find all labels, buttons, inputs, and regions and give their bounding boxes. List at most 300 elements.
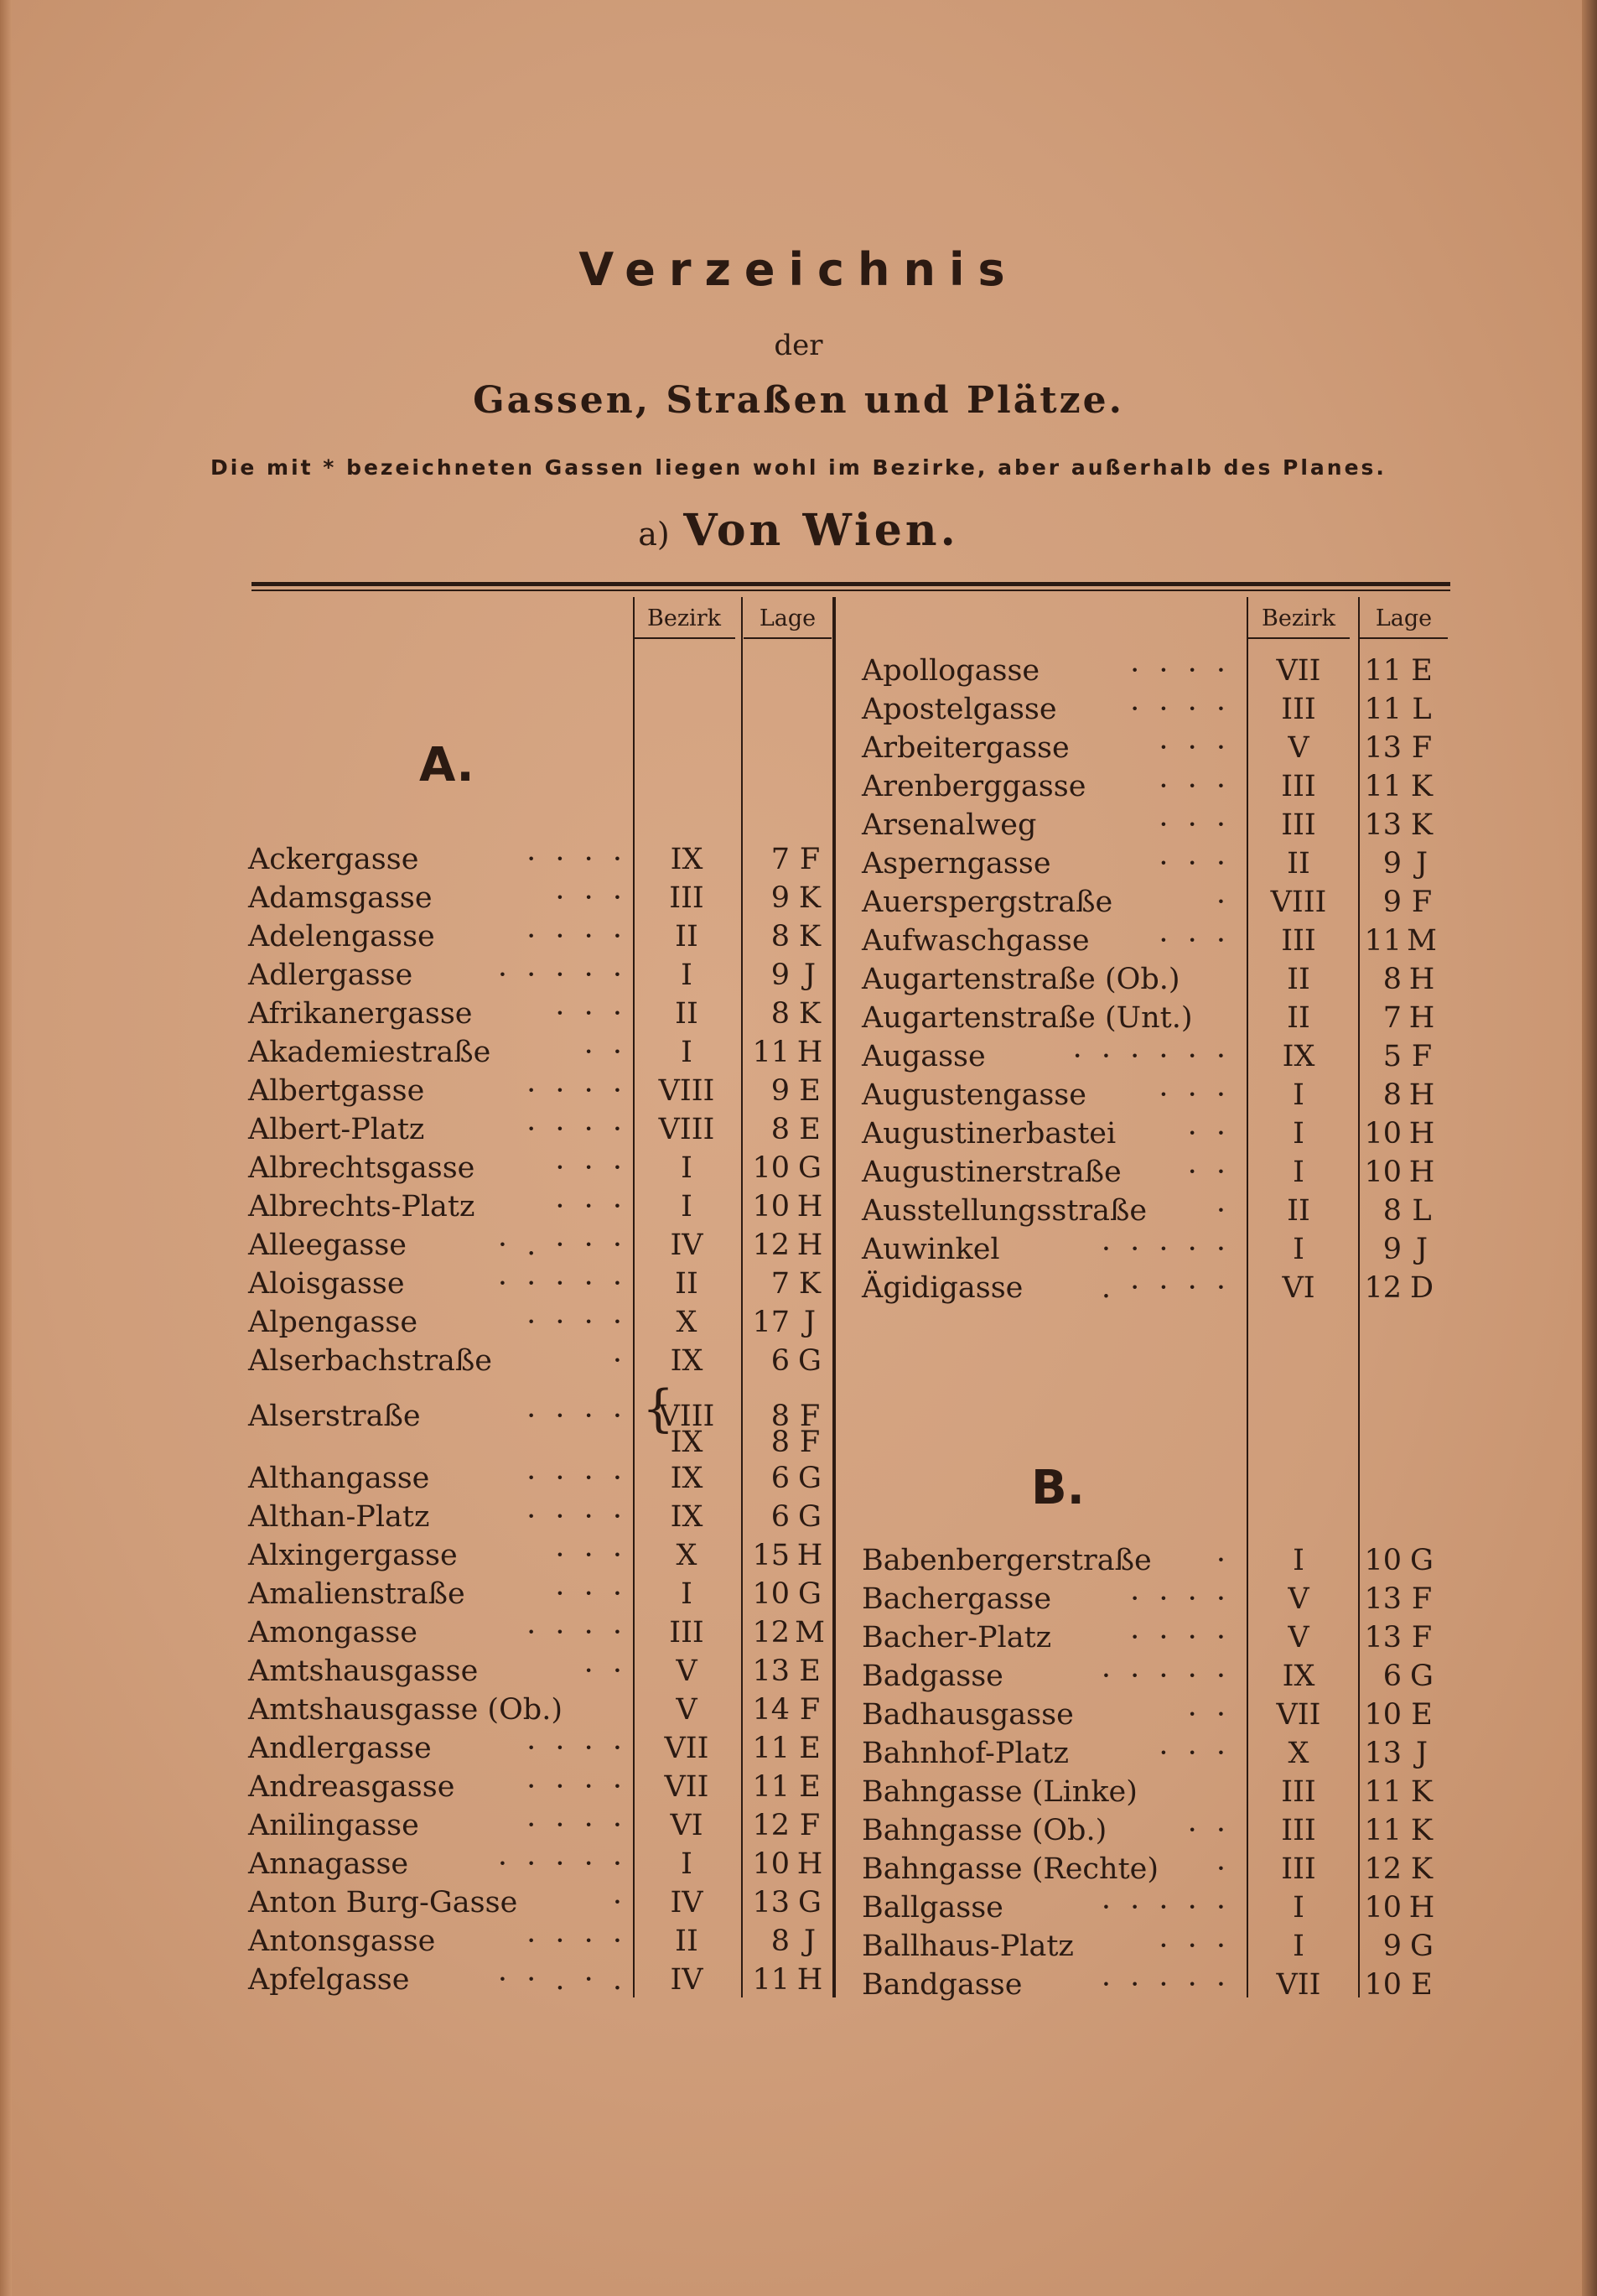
entry-row — [862, 1618, 1465, 1657]
leader-dots: · — [612, 1886, 627, 1919]
bezirk-value: II — [1287, 963, 1310, 996]
lage-number: 12 — [752, 1809, 790, 1842]
street-name: Althan-Platz — [248, 1500, 430, 1534]
lage-number: 10 — [752, 1577, 790, 1611]
leader-dots: · · · — [1159, 731, 1231, 765]
bezirk-value: IX — [670, 1500, 703, 1534]
lage-letter: G — [798, 1344, 822, 1378]
lage-number: 8 — [770, 1113, 790, 1146]
lage-letter: G — [1410, 1930, 1434, 1963]
entry-row — [248, 1922, 835, 1961]
section-title: Von Wien. — [683, 505, 959, 556]
lage-number: 7 — [1382, 1001, 1402, 1035]
street-name: Apfelgasse — [248, 1963, 410, 1997]
lage-letter: J — [1415, 1233, 1428, 1266]
street-name: Bahngasse (Rechte) — [862, 1852, 1159, 1886]
leader-dots: · · · · · · — [1072, 1040, 1231, 1073]
right-lage-underline — [1360, 637, 1448, 639]
street-name: Badgasse — [862, 1660, 1003, 1693]
lage-number: 17 — [752, 1306, 790, 1339]
lage-letter: H — [1408, 1117, 1435, 1151]
lage-letter: H — [1408, 1156, 1435, 1189]
lage-number: 11 — [1364, 770, 1402, 803]
bezirk-value: X — [1288, 1737, 1309, 1770]
leader-dots: · · · · — [526, 1809, 627, 1842]
entry-row — [248, 1575, 835, 1613]
entry-row — [248, 1149, 835, 1187]
entry-row — [862, 1888, 1465, 1927]
lage-letter: G — [1410, 1544, 1434, 1577]
bezirk-value: II — [1287, 847, 1310, 880]
page-title: Verzeichnis — [578, 243, 1019, 296]
street-name: Ägidigasse — [862, 1271, 1024, 1305]
entry-row — [862, 1153, 1465, 1192]
section-heading — [0, 505, 1597, 556]
entry-row — [248, 1459, 835, 1498]
street-name: Adamsgasse — [248, 881, 433, 915]
lage-number: 8 — [1382, 1194, 1402, 1228]
bezirk-value: III — [1281, 770, 1316, 803]
lage-letter: K — [1410, 1775, 1434, 1809]
street-name: Anton Burg-Gasse — [248, 1886, 518, 1919]
street-name: Bacher-Platz — [862, 1621, 1052, 1654]
bezirk-value: I — [1293, 1544, 1304, 1577]
street-name: Althangasse — [248, 1462, 430, 1495]
lage-letter: E — [799, 1654, 821, 1688]
lage-letter: E — [1411, 1968, 1433, 2002]
entry-row — [248, 1768, 835, 1806]
lage-letter: E — [799, 1113, 821, 1146]
leader-dots: · · · · — [526, 1400, 627, 1433]
lage-letter: F — [799, 843, 821, 876]
lage-number: 13 — [752, 1654, 790, 1688]
lage-number: 6 — [1382, 1660, 1402, 1693]
leader-dots: · · · · · — [497, 1267, 627, 1301]
entry-row — [862, 1114, 1465, 1153]
entry-row — [248, 1265, 835, 1303]
lage-number: 10 — [752, 1151, 790, 1185]
bezirk-value: V — [1288, 731, 1309, 765]
leader-dots: · · · — [555, 997, 627, 1031]
entry-row — [862, 652, 1465, 690]
lage-letter: K — [1410, 1814, 1434, 1847]
letter-b-heading: B. — [1031, 1461, 1085, 1515]
bezirk-value: IV — [670, 1963, 703, 1997]
lage-number: 11 — [752, 1732, 790, 1765]
street-name: Albrechtsgasse — [248, 1151, 475, 1185]
street-name: Anilingasse — [248, 1809, 419, 1842]
street-name: Babenbergerstraße — [862, 1544, 1152, 1577]
lage-letter: K — [798, 881, 822, 915]
leader-dots: · · — [1187, 1698, 1231, 1732]
street-name: Alserstraße — [248, 1400, 421, 1433]
lage-number: 12 — [752, 1616, 790, 1649]
street-name: Augartenstraße (Unt.) — [862, 1001, 1193, 1035]
lage-letter: H — [796, 1036, 823, 1069]
bezirk-value: VI — [670, 1809, 703, 1842]
lage-number: 12 — [752, 1229, 790, 1262]
street-name: Albrechts-Platz — [248, 1190, 475, 1223]
lage-number: 11 — [1364, 1775, 1402, 1809]
lage-number: 10 — [1364, 1156, 1402, 1189]
lage-number: 10 — [1364, 1968, 1402, 2002]
bezirk-value: IX — [670, 1344, 703, 1378]
lage-number: 14 — [752, 1693, 790, 1727]
entry-row — [248, 1961, 835, 1999]
street-name: Adelengasse — [248, 920, 435, 953]
lage-letter: G — [798, 1577, 822, 1611]
street-name: Apollogasse — [862, 654, 1040, 688]
entry-row — [862, 1076, 1465, 1114]
lage-number: 9 — [1382, 1930, 1402, 1963]
street-name: Asperngasse — [862, 847, 1051, 880]
entry-row — [248, 1303, 835, 1342]
leader-dots: · · — [1187, 1814, 1231, 1847]
bezirk-value: I — [681, 1151, 692, 1185]
lage-number: 7 — [770, 1267, 790, 1301]
lage-number: 9 — [1382, 886, 1402, 919]
bezirk-value: IX — [1282, 1040, 1315, 1073]
lage-letter: G — [798, 1886, 822, 1919]
lage-letter: E — [799, 1770, 821, 1804]
bezirk-value: V — [676, 1693, 697, 1727]
bezirk-value: I — [1293, 1233, 1304, 1266]
lage-letter: H — [1408, 1891, 1435, 1925]
entry-row — [248, 1806, 835, 1845]
leader-dots: · · . · . — [497, 1963, 627, 1997]
lage-letter: H — [796, 1847, 823, 1881]
entry-row — [248, 1072, 835, 1110]
street-name: Amtshausgasse — [248, 1654, 479, 1688]
lage-letter: J — [803, 958, 817, 992]
leader-dots: · · — [1187, 1117, 1231, 1151]
bezirk-value: III — [1281, 1775, 1316, 1809]
leader-dots: · · · · — [526, 920, 627, 953]
left-lage-header: Lage — [759, 605, 817, 631]
lage-letter: H — [796, 1539, 823, 1572]
entry-row — [248, 1187, 835, 1226]
entry-row — [248, 917, 835, 956]
header-rule-thick — [251, 582, 1450, 586]
entry-row — [862, 1966, 1465, 2004]
entry-row — [248, 840, 835, 879]
street-name: Antonsgasse — [248, 1925, 436, 1958]
lage-number: 8 — [1382, 963, 1402, 996]
lage-letter: H — [796, 1190, 823, 1223]
entry-row — [248, 1110, 835, 1149]
leader-dots: · · — [1187, 1156, 1231, 1189]
street-name: Ausstellungsstraße — [862, 1194, 1148, 1228]
lage-number: 11 — [752, 1036, 790, 1069]
lage-letter: M — [1407, 924, 1437, 958]
leader-dots: · · · · — [526, 1500, 627, 1534]
bezirk-value: IX — [670, 1462, 703, 1495]
bezirk-value: VIII — [658, 1400, 715, 1433]
right-bezirk-underline — [1247, 637, 1350, 639]
entry-row — [862, 1696, 1465, 1734]
leader-dots: · · · · — [1130, 1582, 1231, 1616]
street-name: Amalienstraße — [248, 1577, 465, 1611]
lage-letter: F — [799, 1426, 821, 1459]
street-name: Alserbachstraße — [248, 1344, 493, 1378]
leader-dots: · · · · · — [497, 958, 627, 992]
title-connector: der — [774, 329, 823, 362]
street-name: Amtshausgasse (Ob.) — [248, 1693, 563, 1727]
entry-row — [248, 1652, 835, 1691]
header-note: Die mit * bezeichneten Gassen liegen wohl im Bezirke, aber außerhalb des Planes. — [210, 455, 1387, 480]
entry-row — [862, 844, 1465, 883]
lage-letter: G — [798, 1462, 822, 1495]
lage-number: 12 — [1364, 1852, 1402, 1886]
entry-row — [862, 922, 1465, 960]
lage-number: 9 — [1382, 1233, 1402, 1266]
street-name: Augustengasse — [862, 1078, 1086, 1112]
left-bezirk-underline — [633, 637, 735, 639]
street-name: Alpengasse — [248, 1306, 418, 1339]
leader-dots: · — [1216, 1194, 1231, 1228]
leader-dots: · · · · — [1130, 654, 1231, 688]
left-bezirk-header: Bezirk — [647, 605, 721, 631]
street-name: Aloisgasse — [248, 1267, 405, 1301]
street-name: Aufwaschgasse — [862, 924, 1090, 958]
street-name: Amongasse — [248, 1616, 417, 1649]
leader-dots: · · · · — [526, 1925, 627, 1958]
bezirk-value: III — [1281, 1814, 1316, 1847]
entry-row — [862, 1269, 1465, 1307]
leader-dots: · · · — [1159, 1737, 1231, 1770]
lage-number: 9 — [770, 1074, 790, 1108]
leader-dots: · — [1216, 1544, 1231, 1577]
lage-number: 12 — [1364, 1271, 1402, 1305]
entry-row — [862, 690, 1465, 729]
lage-number: 9 — [770, 958, 790, 992]
lage-number: 6 — [770, 1500, 790, 1534]
entry-row — [248, 1423, 835, 1462]
right-bezirk-header: Bezirk — [1262, 605, 1335, 631]
street-name: Augustinerbastei — [862, 1117, 1117, 1151]
lage-number: 10 — [1364, 1544, 1402, 1577]
entry-row — [862, 1657, 1465, 1696]
letter-a-heading: A. — [419, 738, 474, 792]
entry-row — [862, 1927, 1465, 1966]
street-name: Annagasse — [248, 1847, 409, 1881]
entry-row — [248, 1536, 835, 1575]
entry-row — [862, 1773, 1465, 1811]
street-name: Auwinkel — [862, 1233, 1000, 1266]
lage-letter: L — [1412, 693, 1432, 726]
bezirk-value: II — [1287, 1001, 1310, 1035]
bezirk-value: VII — [664, 1770, 709, 1804]
lage-number: 11 — [1364, 693, 1402, 726]
street-name: Arbeitergasse — [862, 731, 1070, 765]
lage-number: 13 — [752, 1886, 790, 1919]
street-name: Auerspergstraße — [862, 886, 1113, 919]
lage-letter: J — [1415, 1737, 1428, 1770]
lage-letter: F — [1411, 1621, 1433, 1654]
lage-letter: E — [799, 1732, 821, 1765]
lage-number: 9 — [1382, 847, 1402, 880]
entry-row — [862, 960, 1465, 999]
lage-letter: H — [1408, 1001, 1435, 1035]
street-name: Bachergasse — [862, 1582, 1052, 1616]
street-name: Arsenalweg — [862, 808, 1037, 842]
lage-letter: G — [798, 1151, 822, 1185]
lage-number: 13 — [1364, 1737, 1402, 1770]
street-name: Adlergasse — [248, 958, 413, 992]
lage-number: 13 — [1364, 731, 1402, 765]
lage-letter: F — [799, 1400, 821, 1433]
leader-dots: · · · · — [526, 1616, 627, 1649]
street-name: Albertgasse — [248, 1074, 425, 1108]
bezirk-value: I — [1293, 1156, 1304, 1189]
entry-row — [248, 956, 835, 995]
leader-dots: · · — [583, 1036, 627, 1069]
lage-letter: J — [1415, 847, 1428, 880]
lage-letter: J — [803, 1925, 817, 1958]
bezirk-value: IV — [670, 1229, 703, 1262]
entry-row — [248, 1613, 835, 1652]
lage-number: 8 — [770, 1400, 790, 1433]
entry-row — [248, 1498, 835, 1536]
entry-row — [862, 1037, 1465, 1076]
entry-row — [248, 1691, 835, 1729]
street-name: Afrikanergasse — [248, 997, 473, 1031]
page-subtitle: Gassen, Straßen und Plätze. — [473, 379, 1124, 422]
bezirk-value: III — [1281, 693, 1316, 726]
entry-row — [862, 883, 1465, 922]
lage-letter: D — [1409, 1271, 1434, 1305]
bezirk-value: VIII — [1270, 886, 1327, 919]
lage-number: 13 — [1364, 808, 1402, 842]
entry-row — [862, 1192, 1465, 1230]
lage-number: 8 — [770, 920, 790, 953]
lage-letter: G — [1410, 1660, 1434, 1693]
alserstrasse-brace: { — [642, 1379, 675, 1438]
lage-number: 6 — [770, 1344, 790, 1378]
lage-letter: F — [1411, 731, 1433, 765]
street-name: Augartenstraße (Ob.) — [862, 963, 1180, 996]
street-name: Alxingergasse — [248, 1539, 458, 1572]
entry-row — [862, 1580, 1465, 1618]
section-prefix: a) — [638, 516, 670, 553]
bezirk-value: IX — [1282, 1660, 1315, 1693]
lage-letter: F — [799, 1809, 821, 1842]
lage-number: 13 — [1364, 1621, 1402, 1654]
bezirk-value: IX — [670, 843, 703, 876]
leader-dots: · — [1216, 886, 1231, 919]
leader-dots: · · · — [555, 881, 627, 915]
leader-dots: · · · · · — [1101, 1968, 1231, 2002]
lage-letter: K — [798, 1267, 822, 1301]
entry-row — [862, 806, 1465, 844]
lage-number: 8 — [1382, 1078, 1402, 1112]
bezirk-value: V — [1288, 1621, 1309, 1654]
leader-dots: · · · — [555, 1539, 627, 1572]
street-name: Bahngasse (Ob.) — [862, 1814, 1107, 1847]
entry-row — [862, 999, 1465, 1037]
bezirk-value: X — [676, 1539, 697, 1572]
bezirk-value: VII — [1276, 654, 1321, 688]
bezirk-value: III — [1281, 808, 1316, 842]
bezirk-value: VII — [664, 1732, 709, 1765]
street-name: Alleegasse — [248, 1229, 407, 1262]
leader-dots: · · · — [1159, 808, 1231, 842]
entry-row — [248, 1845, 835, 1883]
leader-dots: · · · · · — [1101, 1891, 1231, 1925]
lage-letter: K — [1410, 770, 1434, 803]
lage-letter: H — [796, 1963, 823, 1997]
lage-letter: F — [1411, 886, 1433, 919]
entry-row — [248, 995, 835, 1033]
street-name: Bahngasse (Linke) — [862, 1775, 1138, 1809]
lage-letter: L — [1412, 1194, 1432, 1228]
bezirk-value: V — [1288, 1582, 1309, 1616]
entry-row — [248, 1033, 835, 1072]
leader-dots: · — [612, 1344, 627, 1378]
leader-dots: · · · · · — [1101, 1660, 1231, 1693]
lage-letter: K — [798, 920, 822, 953]
street-name: Ballgasse — [862, 1891, 1003, 1925]
lage-letter: F — [799, 1693, 821, 1727]
header-rule-thin — [251, 590, 1450, 591]
lage-letter: K — [798, 997, 822, 1031]
bezirk-value: II — [675, 920, 698, 953]
bezirk-value: I — [681, 1577, 692, 1611]
entry-row — [862, 1541, 1465, 1580]
street-name: Albert-Platz — [248, 1113, 425, 1146]
leader-dots: · · · — [1159, 924, 1231, 958]
leader-dots: · · · · — [526, 1732, 627, 1765]
bezirk-value: IV — [670, 1886, 703, 1919]
lage-number: 6 — [770, 1462, 790, 1495]
lage-letter: E — [1411, 654, 1433, 688]
lage-number: 10 — [752, 1847, 790, 1881]
bezirk-value: VII — [1276, 1968, 1321, 2002]
lage-number: 8 — [770, 1426, 790, 1459]
street-name: Augasse — [862, 1040, 986, 1073]
left-lage-underline — [744, 637, 832, 639]
leader-dots: · · · — [555, 1190, 627, 1223]
bezirk-value: III — [1281, 1852, 1316, 1886]
lage-letter: F — [1411, 1582, 1433, 1616]
bezirk-value: I — [1293, 1891, 1304, 1925]
lage-number: 10 — [1364, 1698, 1402, 1732]
leader-dots: · · — [583, 1654, 627, 1688]
street-name: Ackergasse — [248, 843, 419, 876]
street-name: Bandgasse — [862, 1968, 1023, 2002]
entry-row — [248, 879, 835, 917]
lage-letter: H — [796, 1229, 823, 1262]
entry-row — [862, 1230, 1465, 1269]
bezirk-value: I — [681, 1036, 692, 1069]
leader-dots: · · · — [1159, 1930, 1231, 1963]
street-name: Akademiestraße — [248, 1036, 491, 1069]
street-name: Bahnhof-Platz — [862, 1737, 1069, 1770]
right-lage-header: Lage — [1375, 605, 1433, 631]
bezirk-value: VIII — [658, 1113, 715, 1146]
leader-dots: . · · · · — [1101, 1271, 1231, 1305]
leader-dots: · · · · — [1130, 693, 1231, 726]
lage-number: 9 — [770, 881, 790, 915]
entry-row — [862, 729, 1465, 767]
lage-number: 11 — [752, 1770, 790, 1804]
bezirk-value: VI — [1282, 1271, 1315, 1305]
lage-number: 5 — [1382, 1040, 1402, 1073]
bezirk-value: III — [669, 881, 704, 915]
lage-letter: M — [795, 1616, 825, 1649]
bezirk-value: III — [669, 1616, 704, 1649]
leader-dots: · . · · · — [497, 1229, 627, 1262]
